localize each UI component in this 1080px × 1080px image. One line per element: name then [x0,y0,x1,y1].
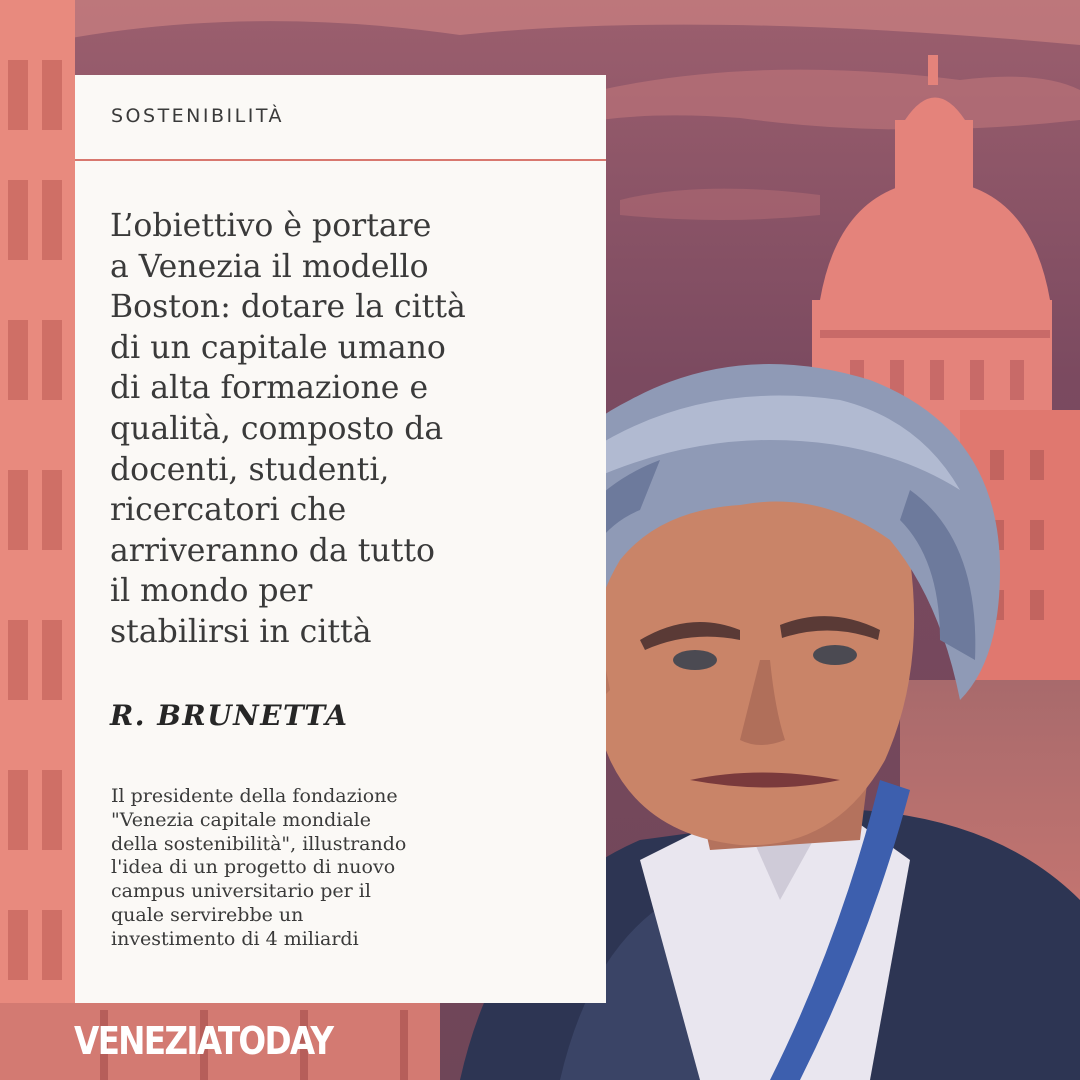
quote-line: a Venezia il modello [110,248,429,285]
quote-line: L’obiettivo è portare [110,208,432,244]
caption-line: investimento di 4 miliardi [111,927,359,950]
quote-line: di un capitale umano [110,329,446,366]
caption-line: della sostenibilità", illustrando [111,832,407,855]
caption-line: "Venezia capitale mondiale [111,808,372,831]
caption-line: quale servirebbe un [111,903,304,926]
quote-text [110,206,580,653]
quote-line: ricercatori che [110,492,347,529]
caption-line: campus universitario per il [111,880,371,903]
card-header [75,75,606,161]
caption-line: l'idea di un progetto di nuovo [111,856,396,879]
quote-line: il mondo per [110,573,313,610]
category-label: SOSTENIBILITÀ [111,105,284,127]
quote-line: Boston: dotare la città [110,289,466,326]
quote-card [75,75,606,1003]
caption-line: Il presidente della fondazione [111,785,398,807]
quote-line: arriveranno da tutto [110,532,435,569]
quote-line: docenti, studenti, [110,451,390,488]
quote-author: R. BRUNETTA [110,699,349,732]
quote-line: qualità, composto da [110,410,444,447]
caption-text [111,785,551,952]
veneziatoday-logo: VENEZIATODAY [74,1019,333,1063]
quote-line: di alta formazione e [110,370,429,407]
quote-line: stabilirsi in città [110,613,372,650]
